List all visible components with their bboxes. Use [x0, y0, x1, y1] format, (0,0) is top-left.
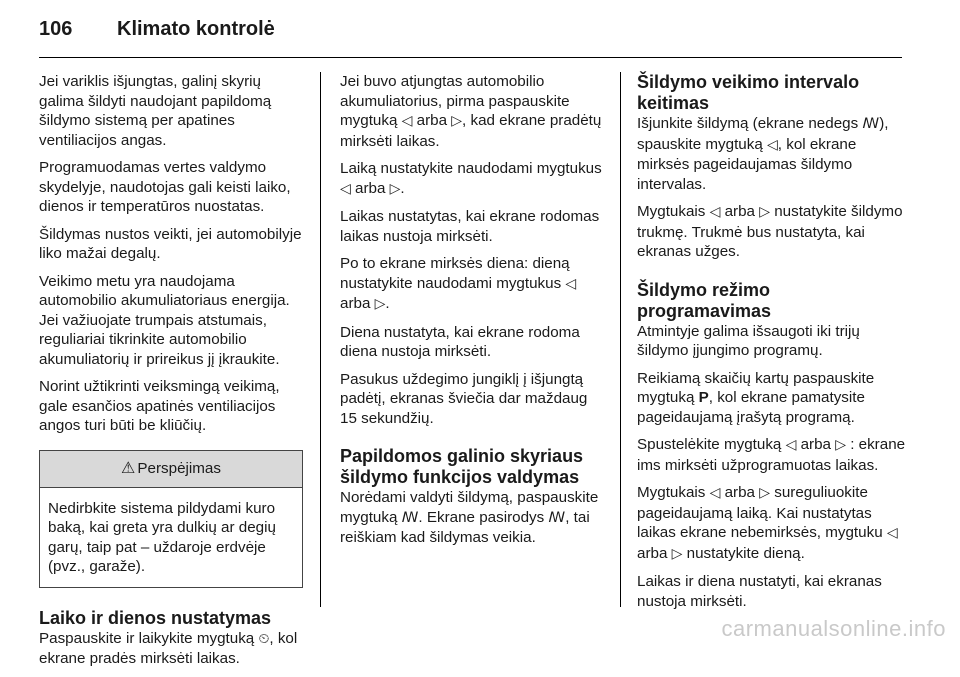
column-2	[340, 72, 608, 556]
program-key: P	[698, 389, 709, 406]
paragraph: Jei variklis išjungtas, galinį skyrių galima šildyti naudojant papildomą šildymo sistemą per apatines ventiliacijos angas.	[39, 73, 272, 149]
paragraph: Laiką nustatykite naudodami mygtukus ◁ arba ▷.	[340, 160, 602, 197]
page-header	[39, 18, 275, 48]
right-arrow-icon: ▷	[451, 113, 463, 129]
watermark: carmanualsonline.info	[721, 616, 946, 641]
section-heading: Laiko ir dienos nustatymas	[39, 607, 272, 628]
chapter-title: Klimato kontrolė	[117, 18, 275, 40]
warning-icon: ⚠	[121, 459, 136, 477]
heater-icon: ꟿ	[401, 509, 419, 526]
left-arrow-icon: ◁	[886, 525, 898, 541]
warning-header	[40, 451, 302, 488]
right-arrow-icon: ▷	[759, 204, 770, 220]
heater-icon: ꟿ	[862, 116, 880, 132]
paragraph: Mygtukais ◁ arba ▷ sureguliuokite pageidaujamą laiką. Kai nustatytas laikas ekrane nebemirksės, mygtuku ◁ arba ▷ nustatykite dieną.	[637, 484, 898, 562]
paragraph: Po to ekrane mirksės diena: dieną nustatykite naudodami mygtukus ◁ arba ▷.	[340, 255, 577, 312]
paragraph: Norėdami valdyti šildymą, paspauskite mygtuką ꟿ. Ekrane pasirodys ꟿ, tai reiškiam kad šildymas veikia.	[340, 489, 599, 546]
paragraph: Norint užtikrinti veiksmingą veikimą, gale esančios apatinės ventiliacijos angos turi būti be kliūčių.	[39, 378, 280, 434]
column-3	[637, 72, 907, 619]
paragraph: Spustelėkite mygtuką ◁ arba ▷ : ekrane ims mirksėti užprogramuotas laikas.	[637, 436, 906, 474]
right-arrow-icon: ▷	[389, 180, 401, 197]
clock-icon: ⏲	[258, 630, 270, 647]
warning-title: Perspėjimas	[137, 459, 221, 477]
left-arrow-icon: ◁	[401, 113, 413, 129]
paragraph: Atmintyje galima išsaugoti iki trijų šildymo įjungimo programų.	[637, 322, 860, 359]
page-number: 106	[39, 18, 73, 40]
right-arrow-icon: ▷	[671, 545, 683, 562]
left-arrow-icon: ◁	[340, 180, 351, 197]
column-divider	[320, 72, 321, 607]
paragraph: Mygtukais ◁ arba ▷ nustatykite šildymo trukmę. Trukmė bus nustatyta, kai ekranas užges.	[637, 203, 903, 260]
section-heading: Šildymo režimo programavimas	[637, 279, 772, 321]
paragraph: Laikas nustatytas, kai ekrane rodomas laikas nustoja mirksėti.	[340, 208, 600, 245]
left-arrow-icon: ◁	[767, 136, 778, 153]
paragraph: Jei buvo atjungtas automobilio akumuliatorius, pirma paspauskite mygtuką ◁ arba ▷, kad ekrane pradėtų mirksėti laikas.	[340, 73, 602, 150]
left-arrow-icon: ◁	[785, 437, 797, 453]
right-arrow-icon: ▷	[759, 485, 770, 501]
paragraph: Diena nustatyta, kai ekrane rodoma diena nustoja mirksėti.	[340, 323, 580, 360]
right-arrow-icon: ▷	[374, 296, 386, 312]
paragraph: Programuodamas vertes valdymo skydelyje, naudotojas gali keisti laiko, dienos ir temperatūros nuostatas.	[39, 159, 291, 215]
header-rule	[39, 57, 902, 58]
column-1	[39, 72, 305, 677]
paragraph: Veikimo metu yra naudojama automobilio akumuliatoriaus energija. Jei važiuojate trumpais atstumais, reguliariai tikrinkite automobilio akumuliatorių ir prireikus jį įkraukite.	[39, 272, 290, 368]
left-arrow-icon: ◁	[709, 204, 721, 220]
paragraph: Reikiamą skaičių kartų paspauskite mygtuką P, kol ekrane pamatysite pageidaujamą įrašytą programą.	[637, 369, 875, 426]
warning-text: Nedirbkite sistema pildydami kuro baką, kai greta yra dulkių ar degių garų, taip pat – uždaroje erdvėje (pvz., garaže).	[48, 499, 276, 575]
paragraph: Išjunkite šildymą (ekrane nedegs ꟿ), spauskite mygtuką ◁, kol ekrane mirksės pageidaujamas šildymo intervalas.	[637, 115, 889, 193]
paragraph: Pasukus uždegimo jungiklį į išjungtą padėtį, ekranas šviečia dar maždaug 15 sekundžių.	[340, 370, 588, 427]
warning-box	[39, 450, 303, 588]
paragraph: Laikas ir diena nustatyti, kai ekranas nustoja mirksėti.	[637, 573, 882, 610]
paragraph: Šildymas nustos veikti, jei automobilyje liko mažai degalų.	[39, 225, 302, 262]
column-divider	[620, 72, 621, 607]
section-heading: Papildomos galinio skyriaus šildymo funkcijos valdymas	[340, 446, 584, 487]
paragraph: Paspauskite ir laikykite mygtuką ⏲, kol ekrane pradės mirksėti laikas.	[39, 629, 298, 667]
left-arrow-icon: ◁	[709, 485, 721, 501]
right-arrow-icon: ▷	[835, 437, 846, 453]
heater-icon: ꟿ	[548, 509, 566, 526]
left-arrow-icon: ◁	[565, 275, 577, 292]
section-heading: Šildymo veikimo intervalo keitimas	[637, 72, 860, 113]
